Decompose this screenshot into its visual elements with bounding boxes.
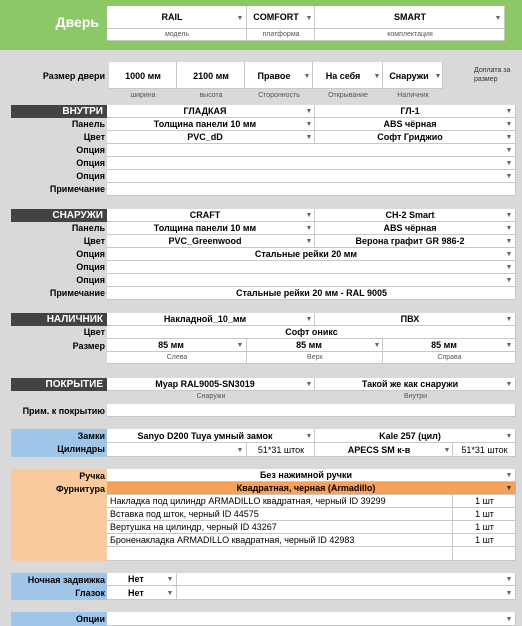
chevron-down-icon: ▼ xyxy=(434,73,442,80)
locks-label: Замки xyxy=(77,431,105,441)
coating-outside-value: Муар RAL9005-SN3019 xyxy=(155,379,255,389)
chevron-down-icon: ▼ xyxy=(505,485,513,492)
options-select[interactable] xyxy=(107,612,516,626)
casing-type-value: Накладной_10_мм xyxy=(163,314,247,324)
casing-color-label: Цвет xyxy=(83,327,105,337)
casing-material-value: ПВХ xyxy=(400,314,420,324)
outside-option-3-label: Опция xyxy=(76,275,105,285)
chevron-down-icon: ▼ xyxy=(505,225,513,232)
outside-color-label: Цвет xyxy=(83,236,105,246)
chevron-down-icon: ▼ xyxy=(505,277,513,284)
coating-inside-caption: Внутри xyxy=(403,393,428,400)
chevron-down-icon: ▼ xyxy=(166,590,174,597)
fitting-item-name: Броненакладка ARMADILLO квадратная, черный ID 42983 xyxy=(110,535,355,545)
model-value: RAIL xyxy=(161,12,183,22)
chevron-down-icon: ▼ xyxy=(305,121,313,128)
outside-color-left-value: PVC_Greenwood xyxy=(168,236,242,246)
casing-size-label: Размер xyxy=(72,341,105,351)
outside-note-value: Стальные рейки 20 мм - RAL 9005 xyxy=(235,288,388,298)
chevron-down-icon: ▼ xyxy=(505,264,513,271)
chevron-down-icon: ▼ xyxy=(494,15,502,22)
night-latch-label: Ночная задвижка xyxy=(27,575,105,585)
platform-caption: платформа xyxy=(262,31,300,38)
night-latch-extra xyxy=(177,573,516,586)
chevron-down-icon: ▼ xyxy=(505,590,513,597)
coating-section-header: ПОКРЫТИЕ xyxy=(11,378,107,391)
inside-color-right-value: Софт Гриджио xyxy=(377,132,443,142)
chevron-down-icon: ▼ xyxy=(373,342,381,349)
fittings-band xyxy=(11,469,107,561)
chevron-down-icon: ▼ xyxy=(305,15,313,22)
casing-top-value: 85 мм xyxy=(296,340,322,350)
chevron-down-icon: ▼ xyxy=(505,147,513,154)
casing-right-caption: Справа xyxy=(437,354,462,361)
outside-option-3-select[interactable] xyxy=(107,274,516,287)
fitting-item-row-empty xyxy=(107,547,453,561)
height-value: 2100 мм xyxy=(193,71,229,81)
platform-value: COMFORT xyxy=(253,12,299,22)
casing-left-value: 85 мм xyxy=(158,340,184,350)
inside-option-1-label: Опция xyxy=(76,145,105,155)
model-caption: модель xyxy=(164,31,190,38)
inside-panel-right-value: ABS чёрная xyxy=(383,119,437,129)
package-value: SMART xyxy=(394,12,426,22)
chevron-down-icon: ▼ xyxy=(505,238,513,245)
casing-color-value: Софт оникс xyxy=(285,327,338,337)
chevron-down-icon: ▼ xyxy=(305,433,313,440)
opening-value: На себя xyxy=(325,71,361,81)
inside-option-2-label: Опция xyxy=(76,158,105,168)
chevron-down-icon: ▼ xyxy=(505,160,513,167)
inside-option-3-select[interactable] xyxy=(107,170,516,183)
chevron-down-icon: ▼ xyxy=(303,73,311,80)
side-caption: Сторонность xyxy=(258,92,300,99)
outside-option-1-label: Опция xyxy=(76,249,105,259)
outside-note-label: Примечание xyxy=(49,288,105,298)
fitting-item-qty-cell-empty xyxy=(453,547,516,561)
width-value: 1000 мм xyxy=(125,71,161,81)
casing-side-value: Снаружи xyxy=(389,71,429,81)
fitting-item-qty: 1 шт xyxy=(475,509,494,519)
outside-color-right-value: Верона графит GR 986-2 xyxy=(355,236,465,246)
chevron-down-icon: ▼ xyxy=(505,342,513,349)
chevron-down-icon: ▼ xyxy=(166,576,174,583)
cylinders-label: Цилиндры xyxy=(57,444,105,454)
peephole-extra xyxy=(177,586,516,600)
package-caption: комплектация xyxy=(387,31,433,38)
chevron-down-icon: ▼ xyxy=(305,134,313,141)
fitting-item-qty: 1 шт xyxy=(475,522,494,532)
door-size-label: Размер двери xyxy=(42,71,105,81)
size-surcharge-note: Доплата за размер xyxy=(474,67,511,83)
cylinder-1-type-select[interactable] xyxy=(107,443,247,457)
height-caption: высота xyxy=(199,92,223,99)
chevron-down-icon: ▼ xyxy=(305,108,313,115)
inside-note-input[interactable] xyxy=(107,183,516,196)
outside-panel-left-value: Толщина панели 10 мм xyxy=(153,223,257,233)
page-title: Дверь xyxy=(55,14,99,30)
peephole-value: Нет xyxy=(128,588,144,598)
cylinder-2-size-value: 51*31 шток xyxy=(461,445,508,455)
fitting-value: Квадратная, черная (Armadillo) xyxy=(236,483,376,493)
outside-panel-right-value: ABS чёрная xyxy=(383,223,437,233)
inside-panel-left-value: Толщина панели 10 мм xyxy=(153,119,257,129)
chevron-down-icon: ▼ xyxy=(305,381,313,388)
casing-left-caption: Слева xyxy=(166,354,188,361)
lock-2-value: Kale 257 (цил) xyxy=(379,431,441,441)
chevron-down-icon: ▼ xyxy=(505,433,513,440)
chevron-down-icon: ▼ xyxy=(505,121,513,128)
inside-option-2-select[interactable] xyxy=(107,157,516,170)
casing-right-value: 85 мм xyxy=(431,340,457,350)
chevron-down-icon: ▼ xyxy=(236,447,244,454)
chevron-down-icon: ▼ xyxy=(505,316,513,323)
outside-option-2-label: Опция xyxy=(76,262,105,272)
lock-1-value: Sanyo D200 Tuya умный замок xyxy=(137,431,273,441)
opening-caption: Открывание xyxy=(328,92,368,99)
chevron-down-icon: ▼ xyxy=(505,173,513,180)
chevron-down-icon: ▼ xyxy=(505,381,513,388)
chevron-down-icon: ▼ xyxy=(443,447,451,454)
inside-note-label: Примечание xyxy=(49,184,105,194)
inside-color-label: Цвет xyxy=(83,132,105,142)
inside-color-left-value: PVC_dD xyxy=(187,132,223,142)
chevron-down-icon: ▼ xyxy=(305,316,313,323)
inside-section-header: ВНУТРИ xyxy=(11,105,107,118)
casing-top-caption: Верх xyxy=(307,354,323,361)
inside-type-left-value: ГЛАДКАЯ xyxy=(183,106,227,116)
inside-option-1-select[interactable] xyxy=(107,144,516,157)
chevron-down-icon: ▼ xyxy=(505,576,513,583)
coating-note-label: Прим. к покрытию xyxy=(22,406,105,416)
cylinder-1-size-value: 51*31 шток xyxy=(257,445,305,455)
width-caption: ширина xyxy=(130,92,156,99)
coating-note-input[interactable] xyxy=(107,404,516,417)
chevron-down-icon: ▼ xyxy=(373,73,381,80)
chevron-down-icon: ▼ xyxy=(505,108,513,115)
handle-value: Без нажимной ручки xyxy=(259,470,353,480)
outside-option-1-value: Стальные рейки 20 мм xyxy=(254,249,358,259)
coating-outside-caption: Снаружи xyxy=(196,393,226,400)
chevron-down-icon: ▼ xyxy=(505,472,513,479)
chevron-down-icon: ▼ xyxy=(305,225,313,232)
chevron-down-icon: ▼ xyxy=(305,238,313,245)
fitting-item-name: Накладка под цилиндр ARMADILLO квадратная, черный ID 39299 xyxy=(110,496,386,506)
inside-panel-label: Панель xyxy=(71,119,105,129)
chevron-down-icon: ▼ xyxy=(236,15,244,22)
casing-section-header: НАЛИЧНИК xyxy=(11,313,107,326)
outside-type-right-value: CH-2 Smart xyxy=(385,210,435,220)
peephole-label: Глазок xyxy=(75,588,105,598)
fitting-label: Фурнитура xyxy=(55,484,105,494)
side-value: Правое xyxy=(257,71,291,81)
casing-side-caption: Наличник xyxy=(397,92,429,99)
outside-section-header: СНАРУЖИ xyxy=(11,209,107,222)
coating-inside-value: Такой же как снаружи xyxy=(361,379,459,389)
chevron-down-icon: ▼ xyxy=(305,212,313,219)
cylinder-2-type-value: APECS SM к-в xyxy=(347,445,411,455)
options-label: Опции xyxy=(75,614,105,624)
outside-type-left-value: CRAFT xyxy=(189,210,221,220)
inside-type-right-value: ГЛ-1 xyxy=(400,106,420,116)
chevron-down-icon: ▼ xyxy=(505,251,513,258)
inside-option-3-label: Опция xyxy=(76,171,105,181)
handle-label: Ручка xyxy=(79,471,105,481)
fitting-item-qty: 1 шт xyxy=(475,535,494,545)
chevron-down-icon: ▼ xyxy=(505,212,513,219)
outside-panel-label: Панель xyxy=(71,223,105,233)
night-latch-value: Нет xyxy=(128,574,144,584)
chevron-down-icon: ▼ xyxy=(505,134,513,141)
chevron-down-icon: ▼ xyxy=(505,616,513,623)
fitting-item-name: Вертушка на цилиндр, черный ID 43267 xyxy=(110,522,277,532)
fitting-item-name: Вставка под шток, черный ID 44575 xyxy=(110,509,259,519)
chevron-down-icon: ▼ xyxy=(236,342,244,349)
fitting-item-qty: 1 шт xyxy=(475,496,494,506)
outside-option-2-select[interactable] xyxy=(107,261,516,274)
